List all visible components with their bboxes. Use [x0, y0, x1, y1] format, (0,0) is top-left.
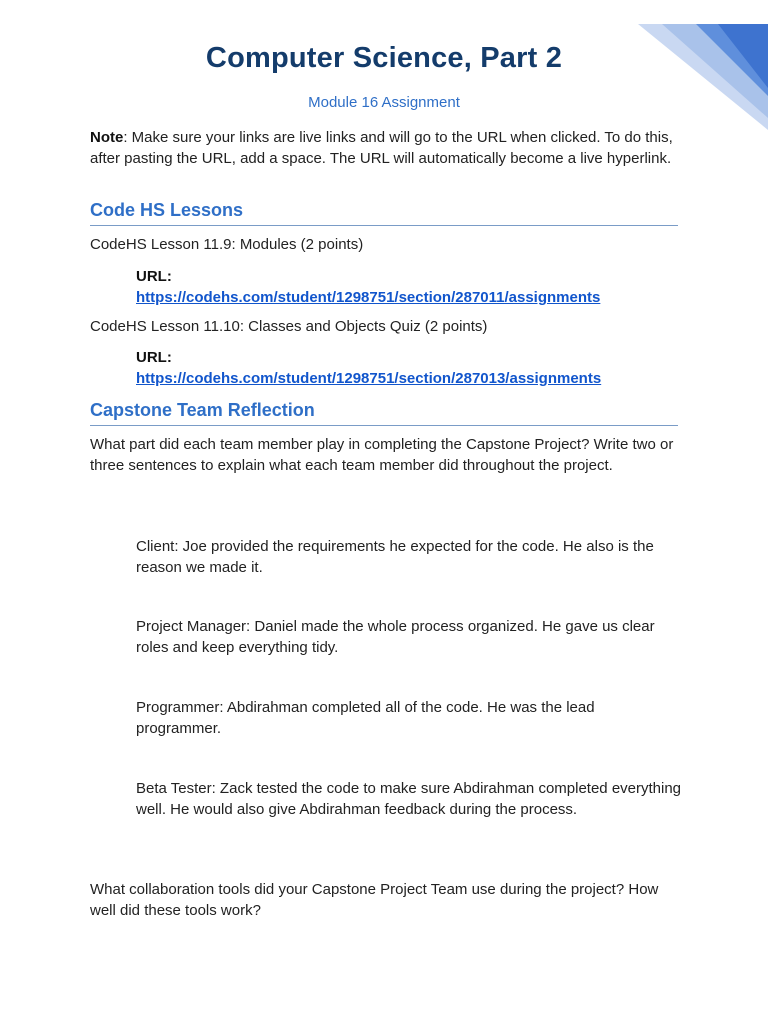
lesson-url-block-2	[136, 347, 696, 389]
note-text: : Make sure your links are live links and will go to the URL when clicked. To do this, after pasting the URL, add a space. The URL will automatically become a live hyperlink.	[90, 129, 673, 167]
lesson-title-2: CodeHS Lesson 11.10: Classes and Objects Quiz (2 points)	[90, 318, 488, 335]
lesson-url-link-2[interactable]: https://codehs.com/student/1298751/section/287013/assignments	[136, 370, 602, 387]
member-entry-client: Client: Joe provided the requirements he expected for the code. He also is the reason we made it.	[136, 538, 654, 576]
url-label: URL:	[136, 349, 172, 366]
note-paragraph	[90, 128, 678, 169]
document-title: Computer Science, Part 2	[205, 42, 563, 74]
lesson-title-1: CodeHS Lesson 11.9: Modules (2 points)	[90, 236, 364, 253]
document-subtitle: Module 16 Assignment	[308, 94, 460, 111]
reflection-question-2: What collaboration tools did your Capstone Project Team use during the project? How well did these tools work?	[90, 881, 659, 919]
member-entry-beta-tester: Beta Tester: Zack tested the code to make sure Abdirahman completed everything well. He would also give Abdirahman feedback during the process.	[136, 780, 682, 818]
section-heading-codehs: Code HS Lessons	[90, 200, 678, 226]
lesson-url-block-1	[136, 266, 696, 308]
lesson-url-link-1[interactable]: https://codehs.com/student/1298751/section/287011/assignments	[136, 289, 601, 306]
member-entry-programmer: Programmer: Abdirahman completed all of the code. He was the lead programmer.	[136, 699, 595, 737]
member-entry-project-manager: Project Manager: Daniel made the whole process organized. He gave us clear roles and keep everything tidy.	[136, 618, 655, 656]
note-label: Note	[90, 129, 124, 146]
section-heading-capstone: Capstone Team Reflection	[90, 400, 678, 426]
reflection-question-1: What part did each team member play in completing the Capstone Project? Write two or three sentences to explain what each team member did throughout the project.	[90, 436, 674, 474]
url-label: URL:	[136, 268, 172, 285]
